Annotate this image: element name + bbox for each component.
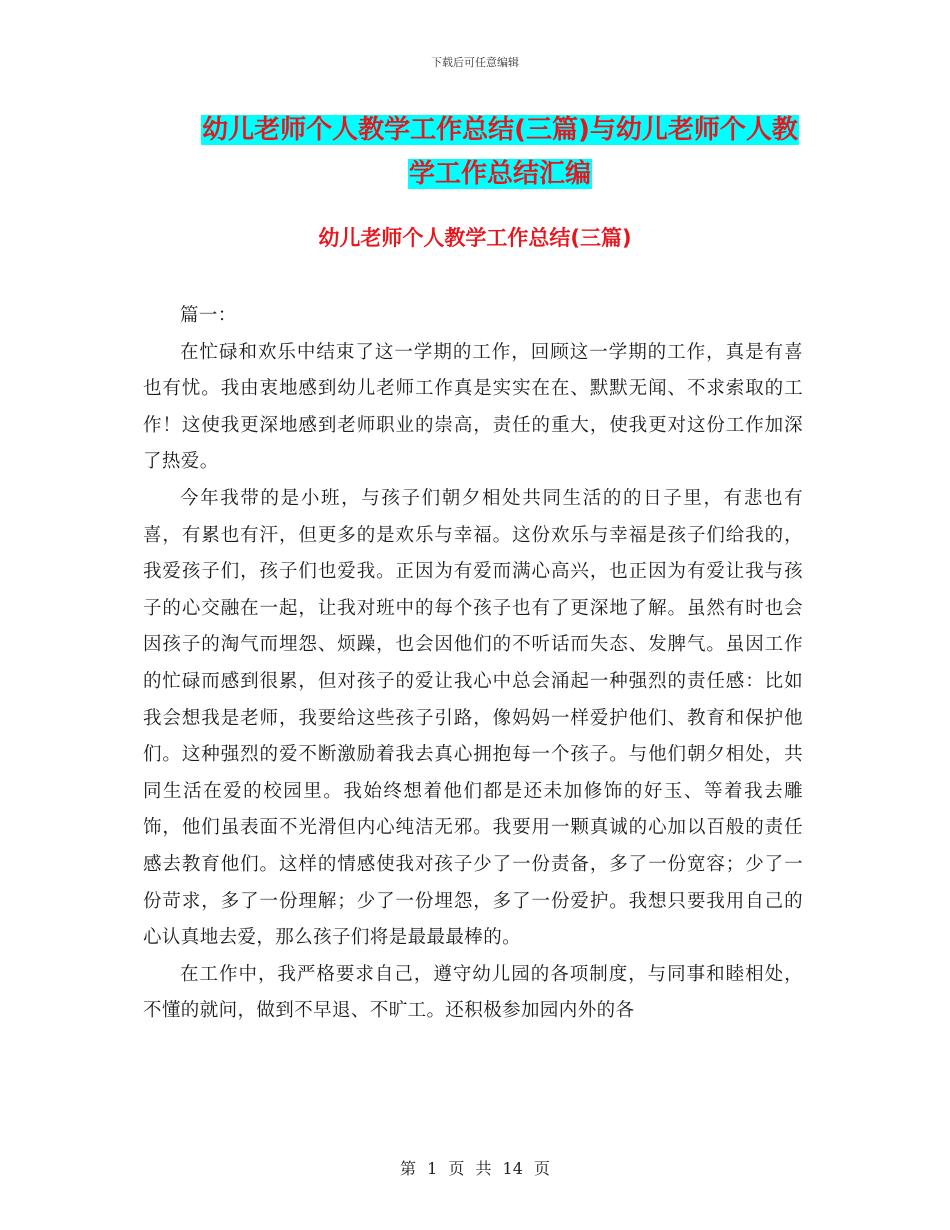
paragraph-1: 在忙碌和欢乐中结束了这一学期的工作，回顾这一学期的工作，真是有喜也有忧。我由衷地感到幼儿老师工作真是实实在在、默默无闻、不求索取的工作！这使我更深地感到老师职业的崇高，责任的重大，使我更对这份工作加深了热爱。	[143, 341, 803, 473]
section-label: 篇一：	[180, 305, 237, 326]
paragraph-3: 在工作中，我严格要求自己，遵守幼儿园的各项制度，与同事和睦相处，不懂的就问，做到不早退、不旷工。还积极参加园内外的各	[143, 963, 803, 1022]
page-indicator: 第 1 页 共 14 页	[400, 1159, 550, 1178]
paragraph-2: 今年我带的是小班，与孩子们朝夕相处共同生活的的日子里，有悲也有喜，有累也有汗，但更多的是欢乐与幸福。这份欢乐与幸福是孩子们给我的，我爱孩子们，孩子们也爱我。正因为有爱而满心高兴，也正因为有爱让我与孩子的心交融在一起，让我对班中的每个孩子也有了更深地了解。虽然有时也会因孩子的淘气而埋怨、烦躁，也会因他们的不听话而失态、发脾气。虽因工作的忙碌而感到很累，但对孩子的爱让我心中总会涌起一种强烈的责任感：比如我会想我是老师，我要给这些孩子引路，像妈妈一样爱护他们、教育和保护他们。这种强烈的爱不断激励着我去真心拥抱每一个孩子。与他们朝夕相处，共同生活在爱的校园里。我始终想着他们都是还未加修饰的好玉、等着我去雕饰，他们虽表面不光滑但内心纯洁无邪。我要用一颗真诚的心加以百般的责任感去教育他们。这样的情感使我对孩子少了一份责备，多了一份宽容；少了一份苛求，多了一份理解；少了一份埋怨，多了一份爱护。我想只要我用自己的心认真地去爱，那么孩子们将是最最最棒的。	[143, 487, 803, 949]
document-subtitle: 幼儿老师个人教学工作总结(三篇)	[318, 226, 632, 250]
document-title	[190, 108, 810, 196]
document-body	[143, 298, 803, 1030]
header-note: 下载后可任意编辑	[431, 56, 519, 69]
document-title-line1: 幼儿老师个人教学工作总结(三篇)与幼儿老师个人教	[202, 115, 798, 145]
document-title-line2: 学工作总结汇编	[408, 159, 591, 189]
